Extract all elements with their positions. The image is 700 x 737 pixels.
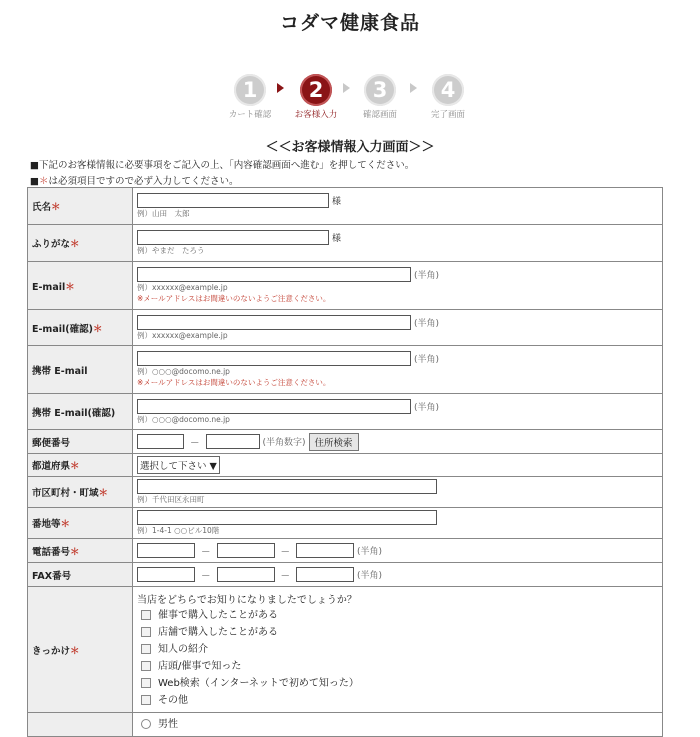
label-zip: 郵便番号 (28, 430, 133, 454)
label-mobile-email: 携帯 E-mail (28, 346, 133, 394)
city-example: 例）千代田区永田町 (137, 495, 205, 504)
mobile-email-confirm-input[interactable] (137, 399, 411, 414)
label-kana: ふりがな＊ (28, 225, 133, 262)
kana-input[interactable] (137, 230, 329, 245)
required-note (30, 173, 239, 187)
label-tel: 電話番号＊ (28, 539, 133, 563)
row-pref (28, 454, 663, 477)
email-confirm-input[interactable] (137, 315, 411, 330)
zip-second-input[interactable] (206, 434, 260, 449)
step-arrow-icon (277, 83, 284, 93)
customer-form (27, 187, 663, 737)
fax-first-input[interactable] (137, 567, 195, 582)
zip-first-input[interactable] (137, 434, 184, 449)
checkbox-icon[interactable] (141, 644, 151, 654)
row-name: 氏名＊ 様 例）山田 太郎 (28, 188, 663, 225)
step-number: 3 (364, 74, 396, 106)
row-zip: 郵便番号 － (半角数字) 住所検索 (28, 430, 663, 454)
row-mobile-email-confirm: 携帯 E-mail(確認) (半角) 例）○○○@docomo.ne.jp (28, 394, 663, 430)
name-input[interactable] (137, 193, 329, 208)
city-input[interactable] (137, 479, 437, 494)
step-cart (222, 74, 278, 120)
step-label: お客様入力 (294, 110, 338, 120)
trigger-option[interactable]: 店頭/催事で知った (137, 658, 658, 675)
site-title: コダマ健康食品 (279, 12, 420, 34)
checkbox-icon[interactable] (141, 695, 151, 705)
trigger-option[interactable]: 知人の紹介 (137, 641, 658, 658)
gender-option-male[interactable]: 男性 (137, 716, 658, 733)
note-text: は必須項目ですので必ず入力してください。 (48, 176, 239, 187)
label-email-confirm: E-mail(確認)＊ (28, 310, 133, 346)
row-trigger (28, 587, 663, 713)
row-email-confirm: E-mail(確認)＊ (半角) 例）xxxxxx@example.jp (28, 310, 663, 346)
required-star: ＊ (38, 176, 49, 187)
email-input[interactable] (137, 267, 411, 282)
label-trigger: きっかけ＊ (28, 587, 133, 713)
row-mobile-email: 携帯 E-mail (半角) 例）○○○@docomo.ne.jp ※メールアドレスはお間違いのないようご注意ください。 (28, 346, 663, 394)
email-example: 例）xxxxxx@example.jp (137, 283, 228, 292)
address-input[interactable] (137, 510, 437, 525)
checkbox-icon[interactable] (141, 661, 151, 671)
trigger-option[interactable]: Web検索（インターネットで初めて知った） (137, 675, 658, 692)
instruction-note: ■下記のお客様情報に必要事項をご記入の上、「内容確認画面へ進む」を押してください。 (30, 160, 415, 171)
step-arrow-icon (343, 83, 350, 93)
tel-first-input[interactable] (137, 543, 195, 558)
mobile-email-warning: ※メールアドレスはお間違いのないようご注意ください。 (137, 378, 331, 387)
mobile-email-confirm-example: 例）○○○@docomo.ne.jp (137, 414, 230, 424)
step-complete (420, 74, 476, 120)
step-customer-input (288, 74, 344, 120)
checkbox-icon[interactable] (141, 610, 151, 620)
fax-second-input[interactable] (217, 567, 275, 582)
checkbox-icon[interactable] (141, 627, 151, 637)
step-confirm (352, 74, 408, 120)
trigger-option[interactable]: 催事で購入したことがある (137, 607, 658, 624)
tel-second-input[interactable] (217, 543, 275, 558)
label-mobile-email-confirm: 携帯 E-mail(確認) (28, 394, 133, 430)
mobile-email-example: 例）○○○@docomo.ne.jp (137, 367, 230, 376)
tel-third-input[interactable] (296, 543, 354, 558)
label-address: 番地等＊ (28, 508, 133, 539)
label-city: 市区町村・町域＊ (28, 477, 133, 508)
page-heading: ＜＜お客様情報入力画面＞＞ (265, 140, 435, 155)
email-confirm-example: 例）xxxxxx@example.jp (137, 330, 228, 340)
trigger-option[interactable]: その他 (137, 692, 658, 709)
step-arrow-icon (410, 83, 417, 93)
row-tel: 電話番号＊ － － (半角) (28, 539, 663, 563)
row-kana: ふりがな＊ 様 例）やまだ たろう (28, 225, 663, 262)
step-label: 完了画面 (430, 110, 465, 120)
fax-third-input[interactable] (296, 567, 354, 582)
kana-example: 例）やまだ たろう (137, 246, 205, 255)
address-search-button[interactable]: 住所検索 (309, 433, 359, 451)
step-number: 4 (432, 74, 464, 106)
prefecture-select[interactable]: 選択して下さい ▼ (137, 456, 220, 474)
radio-icon[interactable] (141, 719, 151, 729)
mobile-email-input[interactable] (137, 351, 411, 366)
step-label: カート確認 (228, 110, 272, 120)
trigger-option[interactable]: 店舗で購入したことがある (137, 624, 658, 641)
label-pref: 都道府県＊ (28, 454, 133, 477)
row-city (28, 477, 663, 508)
checkbox-icon[interactable] (141, 678, 151, 688)
address-example: 例）1-4-1 ○○ビル10階 (137, 526, 220, 535)
name-example: 例）山田 太郎 (137, 209, 190, 218)
label-email: E-mail＊ (28, 262, 133, 310)
row-fax: FAX番号 － － (半角) (28, 563, 663, 587)
step-number: 1 (234, 74, 266, 106)
progress-steps (222, 74, 472, 122)
label-fax: FAX番号 (28, 563, 133, 587)
row-address (28, 508, 663, 539)
step-number: 2 (300, 74, 332, 106)
step-label: 確認画面 (362, 110, 397, 120)
row-email: E-mail＊ (半角) 例）xxxxxx@example.jp ※メールアドレスはお間違いのないようご注意ください。 (28, 262, 663, 310)
label-name: 氏名＊ (28, 188, 133, 225)
email-warning: ※メールアドレスはお間違いのないようご注意ください。 (137, 294, 331, 303)
trigger-question: 当店をどちらでお知りになりましたでしょうか？ (137, 594, 357, 606)
note-bullet: ■ (30, 176, 39, 187)
